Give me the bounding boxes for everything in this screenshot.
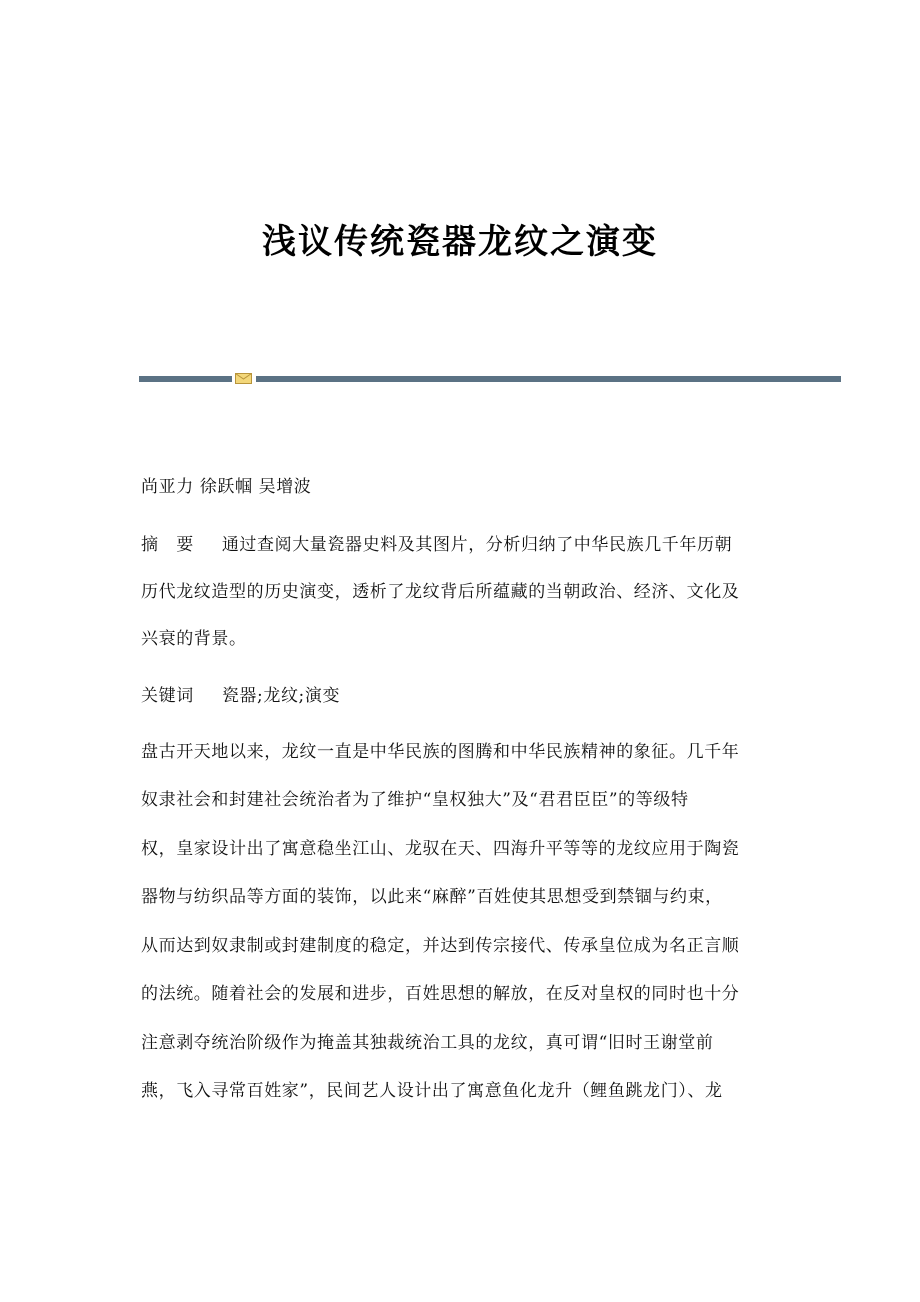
abstract-text-line: 兴衰的背景。 (141, 629, 247, 649)
divider-bar-right (256, 376, 841, 382)
body-line: 燕，飞入寻常百姓家”，民间艺人设计出了寓意鱼化龙升（鲤鱼跳龙门）、龙 (141, 1081, 723, 1101)
body-line: 权，皇家设计出了寓意稳坐江山、龙驭在天、四海升平等等的龙纹应用于陶瓷 (141, 839, 740, 859)
abstract-first-line (141, 530, 732, 555)
body-line: 从而达到奴隶制或封建制度的稳定，并达到传宗接代、传承皇位成为名正言顺 (141, 936, 740, 956)
paper-title: 浅议传统瓷器龙纹之演变 (262, 222, 658, 262)
keywords-value: 瓷器;龙纹;演变 (221, 686, 341, 706)
divider-bar-left (139, 376, 232, 382)
body-line: 盘古开天地以来，龙纹一直是中华民族的图腾和中华民族精神的象征。几千年 (141, 742, 740, 762)
envelope-ornament-icon (235, 373, 252, 384)
abstract-text-line: 历代龙纹造型的历史演变，透析了龙纹背后所蕴藏的当朝政治、经济、文化及 (141, 582, 740, 602)
keywords-line (141, 681, 340, 706)
body-line: 奴隶社会和封建社会统治者为了维护“皇权独大”及“君君臣臣”的等级特 (141, 790, 689, 810)
body-line: 注意剥夺统治阶级作为掩盖其独裁统治工具的龙纹，真可谓“旧时王谢堂前 (141, 1033, 714, 1053)
keywords-label: 关键词 (141, 686, 194, 706)
body-line: 的法统。随着社会的发展和进步，百姓思想的解放，在反对皇权的同时也十分 (141, 984, 740, 1004)
body-line: 器物与纺织品等方面的装饰，以此来“麻醉”百姓使其思想受到禁锢与约束， (141, 887, 723, 907)
abstract-text-line: 通过查阅大量瓷器史料及其图片，分析归纳了中华民族几千年历朝 (221, 535, 733, 555)
abstract-label: 摘 要 (141, 535, 194, 555)
title-divider (139, 373, 841, 383)
authors: 尚亚力 徐跃帼 吴增波 (141, 477, 312, 497)
